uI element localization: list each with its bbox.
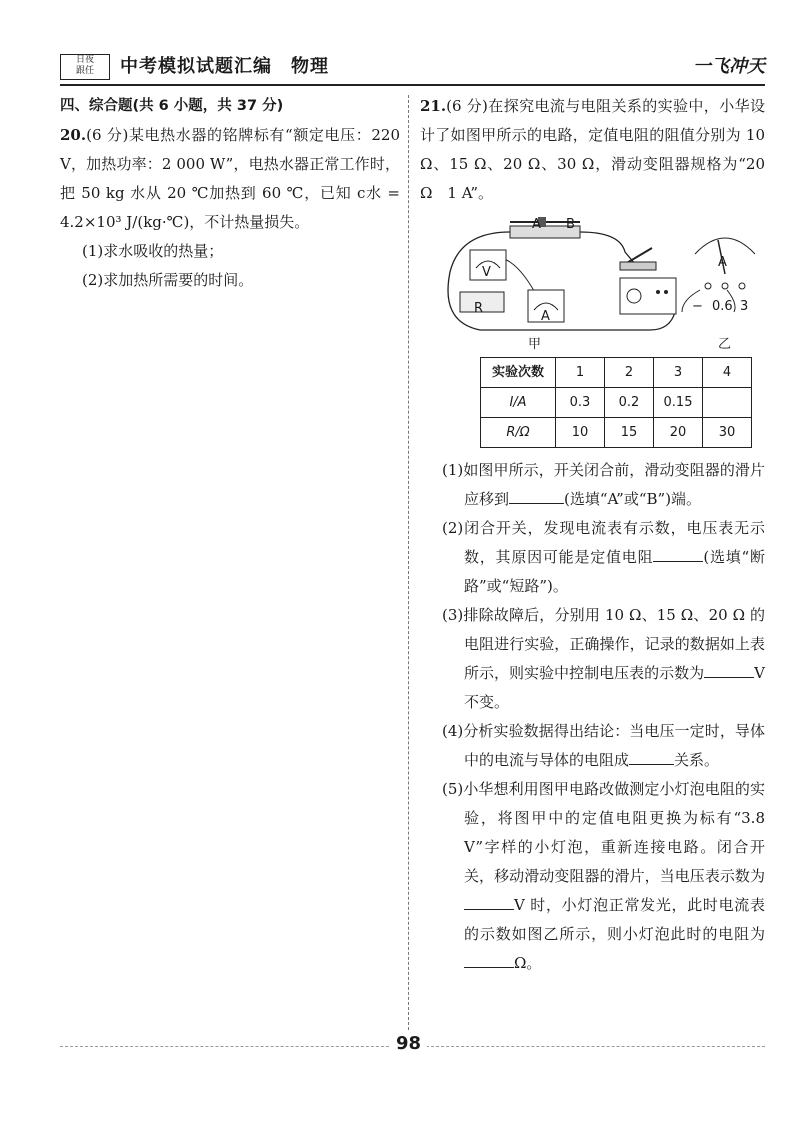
label-meter-a: A	[718, 255, 727, 270]
question-21-number: 21.	[420, 97, 447, 115]
question-21	[420, 92, 765, 208]
question-20-text: (6 分)某电热水器的铭牌标有“额定电压：220 V，加热功率：2 000 W”，电热水器正常工作时，把 50 kg 水从 20 ℃加热到 60 ℃，已知 c水 = 4.2×10³ J/(kg·℃)，不计热量损失。	[60, 126, 400, 231]
question-21-sub5	[442, 775, 765, 978]
sub4-text-end: 关系。	[674, 751, 720, 769]
figure-label-jia: 甲	[528, 337, 542, 352]
logo-text-2: 跟任	[75, 66, 94, 76]
table-row	[481, 388, 752, 418]
answer-blank[interactable]	[653, 561, 703, 562]
table-cell	[703, 388, 752, 418]
left-column	[60, 92, 400, 295]
sub5-text-end: Ω。	[514, 954, 542, 972]
table-row	[481, 418, 752, 448]
column-divider	[408, 95, 409, 1030]
brand-name: 一飞冲天	[693, 56, 765, 77]
table-cell: 15	[605, 418, 654, 448]
label-ammeter: A	[541, 309, 550, 324]
series-logo	[60, 54, 110, 80]
sub3-text: (3)排除故障后，分别用 10 Ω、15 Ω、20 Ω 的电阻进行实验，正确操作，记录的数据如上表所示，则实验中控制电压表的示数为	[442, 606, 765, 682]
table-cell: 1	[556, 358, 605, 388]
logo-text-1: 日夜	[75, 55, 94, 65]
sub1-text-end: (选填“A”或“B”)端。	[564, 490, 702, 508]
question-21-sub2	[442, 514, 765, 601]
answer-blank[interactable]	[509, 503, 564, 504]
sub2-text-end: (选填“断路”或“短路”)。	[464, 548, 765, 595]
table-header-row	[481, 358, 752, 388]
answer-blank[interactable]	[464, 909, 514, 910]
label-r: R	[474, 301, 484, 316]
sub4-text: (4)分析实验数据得出结论：当电压一定时，导体中的电流与导体的电阻成	[442, 722, 765, 769]
question-21-sub4	[442, 717, 765, 775]
table-cell: 30	[703, 418, 752, 448]
question-20-number: 20.	[60, 126, 87, 144]
sub5-text-mid: V 时，小灯泡正常发光，此时电流表的示数如图乙所示，则小灯泡此时的电阻为	[464, 896, 765, 943]
question-20	[60, 121, 400, 237]
label-terminal-3: 3	[740, 299, 749, 314]
power-supply-icon	[620, 278, 676, 314]
table-cell: 10	[556, 418, 605, 448]
table-cell: 3	[654, 358, 703, 388]
question-21-sub3	[442, 601, 765, 717]
sub1-text: (1)如图甲所示，开关闭合前，滑动变阻器的滑片应移到	[442, 461, 765, 508]
sub5-text: (5)小华想利用图甲电路改做测定小灯泡电阻的实验，将图甲中的定值电阻更换为标有“3.8 V”字样的小灯泡，重新连接电路。闭合开关，移动滑动变阻器的滑片，当电压表示数为	[442, 780, 765, 885]
table-cell: I/A	[481, 388, 556, 418]
answer-blank[interactable]	[629, 764, 674, 765]
section-title: 四、综合题(共 6 小题，共 37 分)	[60, 98, 284, 114]
table-cell: 0.3	[556, 388, 605, 418]
circuit-figures	[420, 212, 765, 352]
figure-label-yi: 乙	[718, 337, 732, 352]
table-cell: 4	[703, 358, 752, 388]
page-header	[60, 50, 765, 86]
label-voltmeter: V	[482, 265, 491, 280]
table-cell: 0.15	[654, 388, 703, 418]
label-b: B	[566, 217, 575, 232]
sub3-text-end: V 不变。	[464, 664, 765, 711]
data-table	[480, 357, 752, 448]
answer-blank[interactable]	[464, 967, 514, 968]
label-a: A	[532, 217, 541, 232]
circuit-diagram-jia	[420, 212, 765, 347]
table-cell: R/Ω	[481, 418, 556, 448]
question-20-sub1: (1)求水吸收的热量；	[82, 242, 224, 260]
question-20-sub2: (2)求加热所需要的时间。	[82, 271, 254, 289]
book-title: 中考模拟试题汇编 物理	[120, 56, 329, 77]
page-footer	[60, 1033, 765, 1067]
question-21-text: (6 分)在探究电流与电阻关系的实验中，小华设计了如图甲所示的电路，定值电阻的阻值分别为 10 Ω、15 Ω、20 Ω、30 Ω，滑动变阻器规格为“20 Ω 1 A”。	[420, 97, 765, 202]
table-cell: 0.2	[605, 388, 654, 418]
label-terminal-minus: −	[692, 299, 703, 314]
table-cell: 实验次数	[481, 358, 556, 388]
right-column	[420, 92, 765, 978]
label-terminal-06: 0.6	[712, 299, 733, 314]
page-number: 98	[390, 1033, 427, 1054]
table-cell: 2	[605, 358, 654, 388]
question-21-sub1	[442, 456, 765, 514]
table-cell: 20	[654, 418, 703, 448]
sub2-text: (2)闭合开关，发现电流表有示数，电压表无示数，其原因可能是定值电阻	[442, 519, 765, 566]
answer-blank[interactable]	[704, 677, 754, 678]
